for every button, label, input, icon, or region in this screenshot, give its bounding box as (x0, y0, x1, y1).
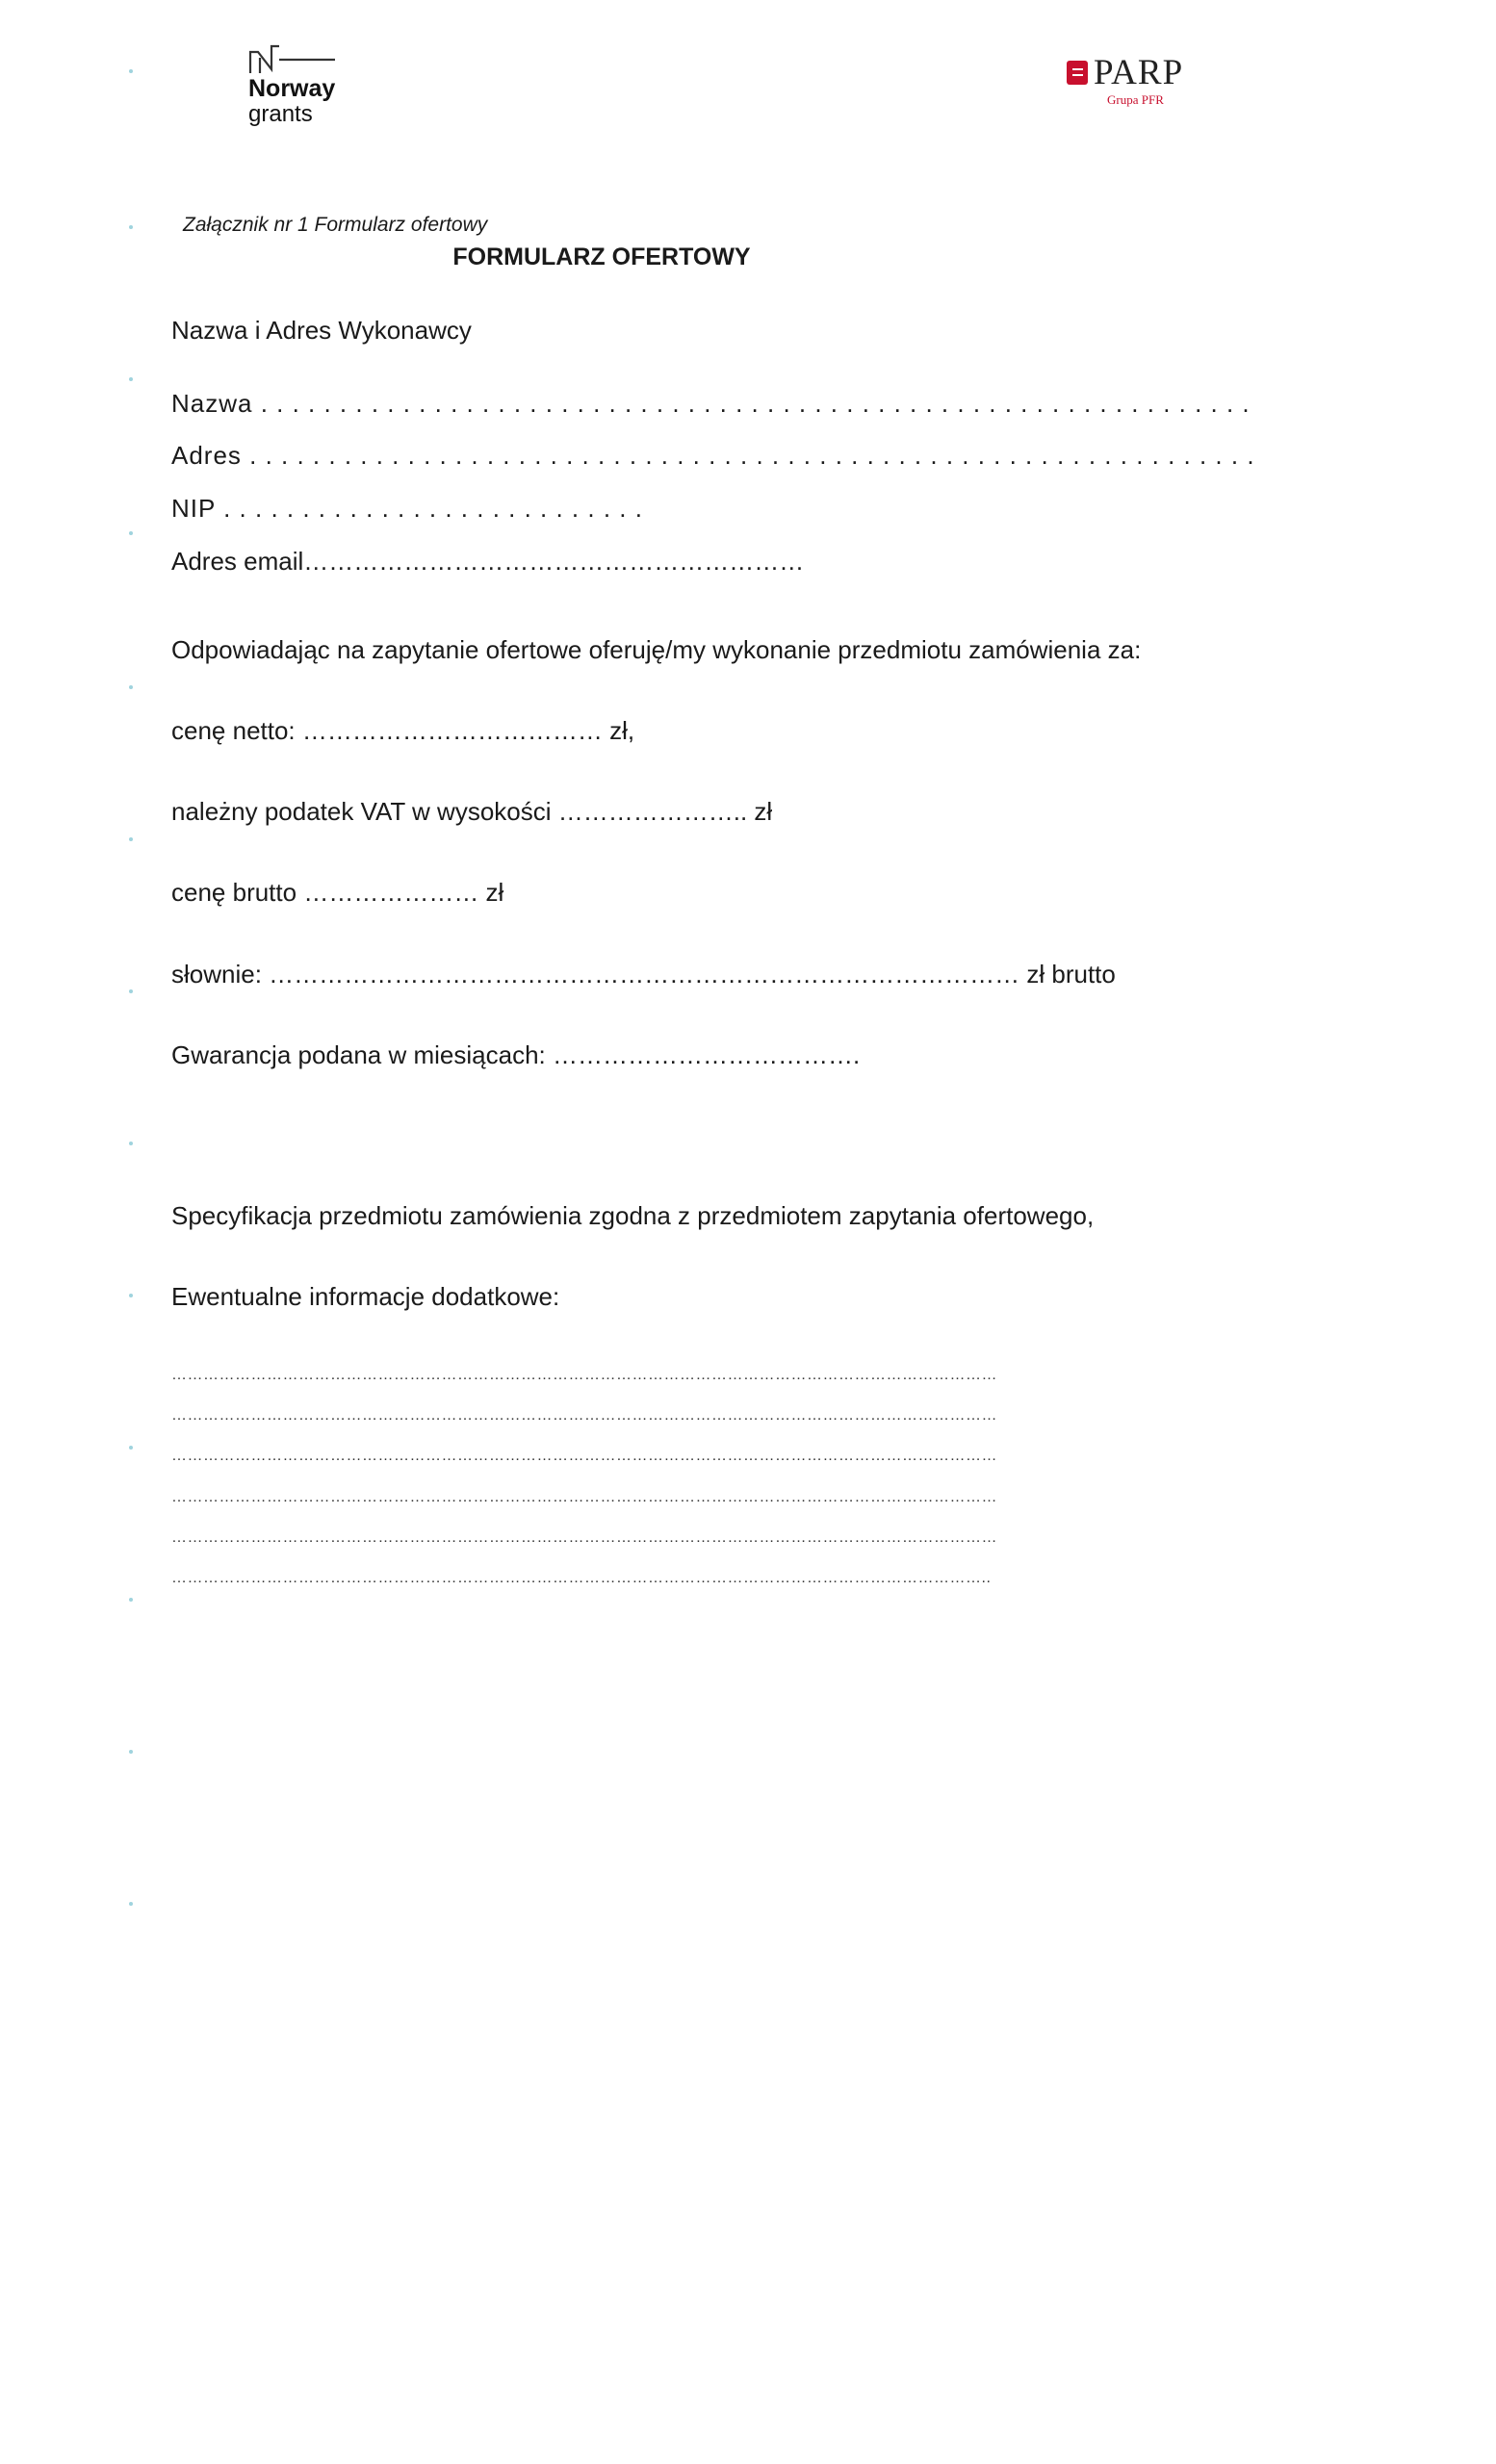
field-nip: NIP . . . . . . . . . . . . . . . . . . . . . . . . . . . (171, 494, 643, 523)
scan-speck (129, 1446, 133, 1450)
specification-line: Specyfikacja przedmiotu zamówienia zgodna z przedmiotem zapytania ofertowego, (171, 1201, 1095, 1230)
scan-speck (129, 69, 133, 73)
scan-speck (129, 837, 133, 841)
page-title-text: FORMULARZ OFERTOWY (452, 244, 751, 270)
price-net-line: cenę netto: ……………………………… zł, (171, 716, 635, 745)
grants-logo-text: grants (248, 101, 313, 127)
offer-intro: Odpowiadając na zapytanie ofertowe oferuję/my wykonanie przedmiotu zamówienia za: (171, 635, 1142, 664)
norway-grants-logo (248, 44, 364, 127)
parp-logo-text: PARP (1094, 53, 1184, 92)
field-nazwa: Nazwa . . . . . . . . . . . . . . . . . . . . . . . . . . . . . . . . . . . . . . . . . . . . . . . . . . . . . . . . . . . . . . . (171, 389, 1251, 418)
scan-speck (129, 225, 133, 229)
additional-info-label: Ewentualne informacje dodatkowe: (171, 1282, 560, 1311)
scan-speck (129, 377, 133, 381)
additional-info-line-5: ………………………………………………………………………………………………………………………………………… (171, 1529, 997, 1546)
in-words-line: słownie: ……………………………………………………………………………… zł brutto (171, 960, 1116, 988)
attachment-label: Załącznik nr 1 Formularz ofertowy (183, 214, 488, 236)
scan-speck (129, 1902, 133, 1906)
additional-info-line-2: ………………………………………………………………………………………………………………………………………… (171, 1407, 997, 1424)
page-title (0, 244, 1496, 271)
contractor-heading: Nazwa i Adres Wykonawcy (171, 316, 472, 345)
scan-speck (129, 531, 133, 535)
additional-info-line-3: ………………………………………………………………………………………………………………………………………… (171, 1448, 997, 1464)
scan-speck (129, 1750, 133, 1754)
parp-logo-subtitle: Grupa PFR (1107, 92, 1164, 107)
norway-grants-mark-icon (248, 44, 337, 75)
price-gross-line: cenę brutto ………………… zł (171, 878, 504, 907)
parp-logo (1067, 53, 1184, 108)
field-email: Adres email…………………………………………………… (171, 547, 805, 576)
scan-speck (129, 1598, 133, 1602)
additional-info-line-6: ……………………………………………………………………………………………………………………………………….. (171, 1570, 992, 1586)
additional-info-line-4: ………………………………………………………………………………………………………………………………………… (171, 1489, 997, 1505)
vat-line: należny podatek VAT w wysokości ………………….. zł (171, 797, 773, 826)
field-adres: Adres . . . . . . . . . . . . . . . . . . . . . . . . . . . . . . . . . . . . . . . . . . . . . . . . . . . . . . . . . . . . . . . . (171, 441, 1255, 470)
scan-speck (129, 685, 133, 689)
additional-info-line-1: ………………………………………………………………………………………………………………………………………… (171, 1367, 997, 1383)
scan-speck (129, 1294, 133, 1297)
scan-speck (129, 989, 133, 993)
warranty-line: Gwarancja podana w miesiącach: ………………………………. (171, 1040, 861, 1069)
parp-mark-icon (1067, 61, 1088, 85)
scan-speck (129, 1142, 133, 1145)
norway-logo-text: Norway (248, 75, 336, 102)
